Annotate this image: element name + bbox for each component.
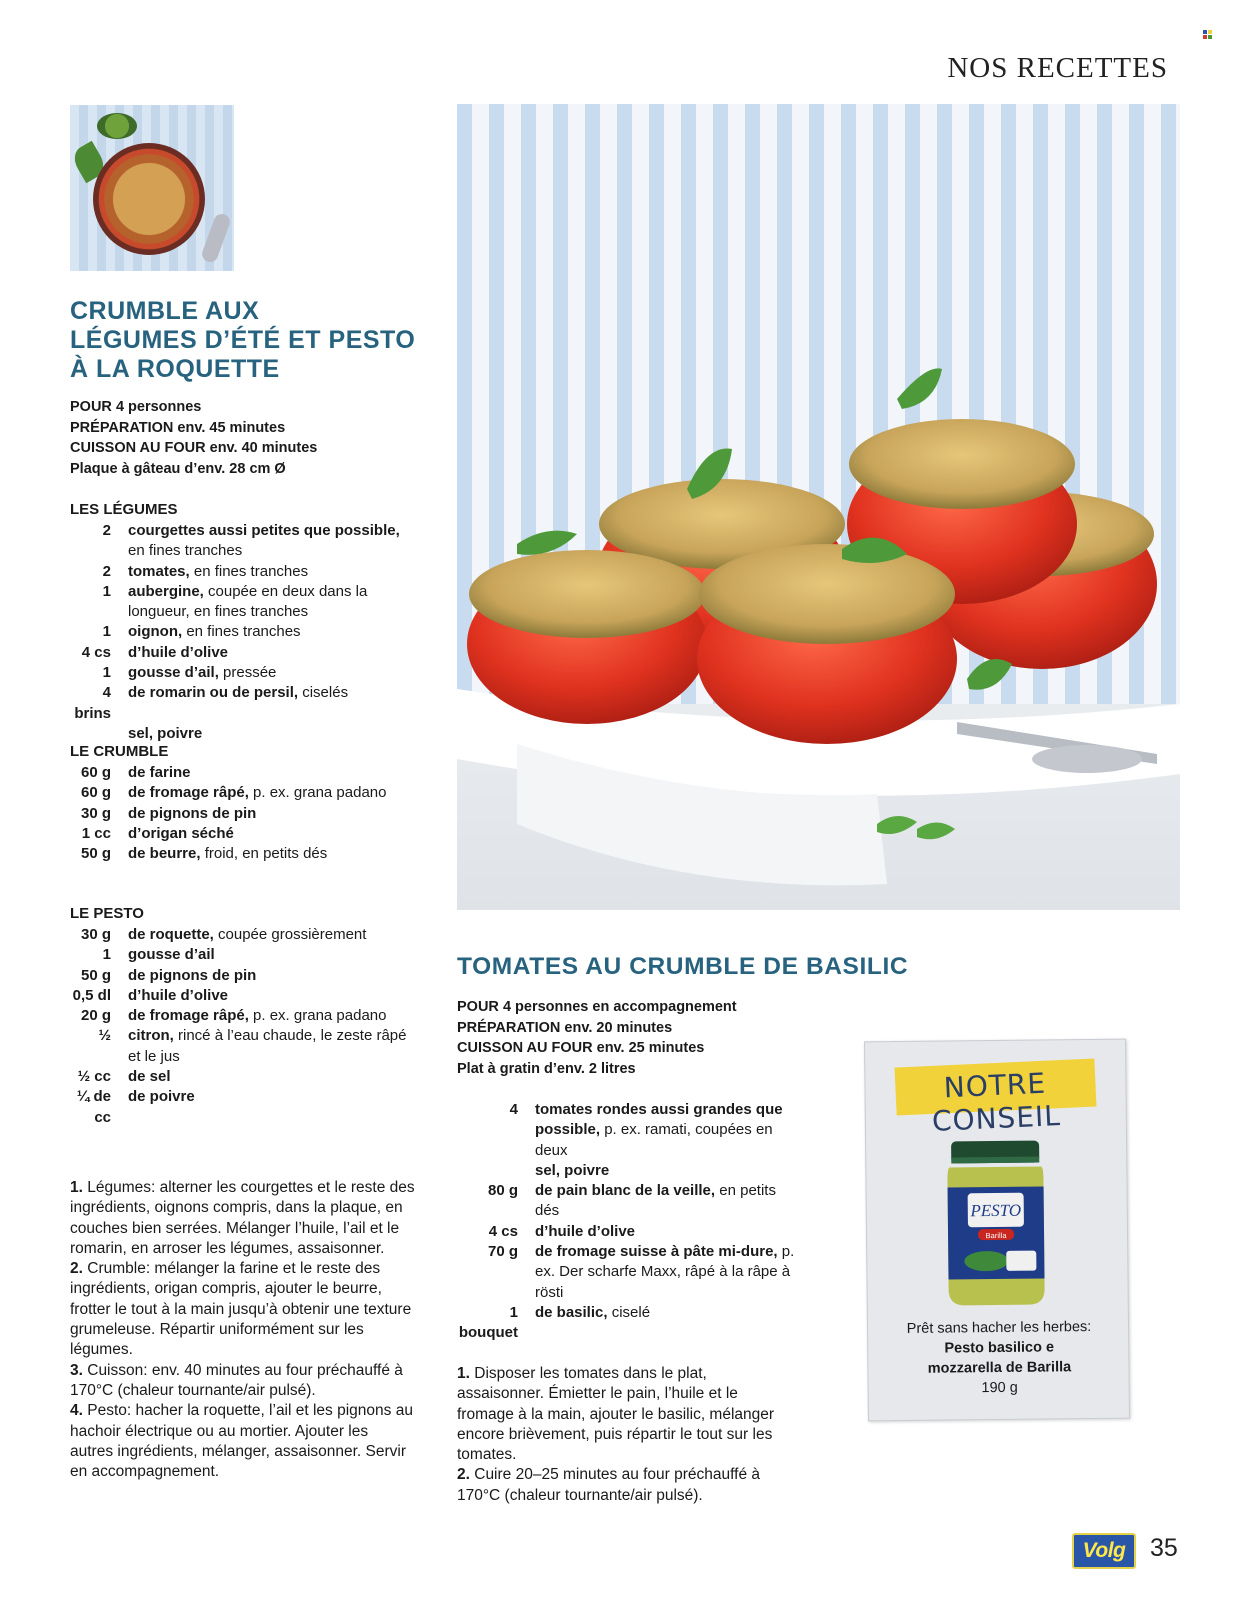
ingredient-item xyxy=(70,683,410,724)
ingredient-name: oignon, xyxy=(128,623,183,641)
recipe-step xyxy=(457,1465,792,1506)
ingredient-name: aubergine, xyxy=(128,582,204,600)
ingredient-name: de sel xyxy=(128,1068,171,1086)
ingredient-quantity: ½ cc xyxy=(77,1068,111,1086)
step-text: Disposer les tomates dans le plat, assaisonner. Émietter le pain, l’huile et le fromage à la main, ajouter le basilic, mélanger encore brièvement, puis répartir le tout sur les tomates. xyxy=(457,1365,775,1464)
ingredient-detail: pressée xyxy=(218,664,277,682)
ingredient-name: de fromage râpé, xyxy=(128,1007,249,1025)
step-text: Pesto: hacher la roquette, l’ail et les pignons au hachoir électrique ou au mortier. Ajouter les autres ingrédients, mélanger, assaisonner. Servir en accompagnement. xyxy=(70,1402,413,1481)
ingredient-text xyxy=(128,966,410,986)
step-number: 1. xyxy=(70,1179,83,1196)
spoon-shape xyxy=(200,212,232,264)
recipe-thumbnail-image xyxy=(70,105,234,271)
ingredient-item xyxy=(457,1303,797,1344)
ingredient-detail: froid, en petits dés xyxy=(200,845,328,863)
ingredient-detail: p. ex. grana padano xyxy=(248,1007,387,1025)
recipe1-title xyxy=(70,297,415,384)
step-text: Cuire 20–25 minutes au four préchauffé à 170°C (chaleur tournante/air pulsé). xyxy=(457,1466,761,1504)
meta-line: PRÉPARATION env. 20 minutes xyxy=(457,1019,673,1036)
recipe-step xyxy=(70,1178,415,1259)
ingredient-name: de basilic, xyxy=(535,1303,608,1321)
ingredient-detail: p. ex. grana padano xyxy=(248,784,387,802)
ingredient-detail: coupée grossièrement xyxy=(213,926,367,943)
ingredient-name: de pignons de pin xyxy=(128,804,257,822)
ingredient-item xyxy=(70,986,410,1006)
meta-line: Plat à gratin d’env. 2 litres xyxy=(457,1060,636,1077)
ingredient-list-legumes xyxy=(70,521,410,744)
ingredient-quantity: 1 bouquet xyxy=(458,1303,518,1342)
ingredient-detail: ciselés xyxy=(298,684,349,702)
ingredient-item xyxy=(70,824,410,844)
ingredient-detail: en fines tranches xyxy=(182,623,301,641)
ingredient-name: courgettes aussi petites que possible, xyxy=(128,522,400,539)
meta-line: CUISSON AU FOUR env. 40 minutes xyxy=(70,440,318,456)
ingredient-text xyxy=(128,1087,410,1128)
ingredient-name: de poivre xyxy=(128,1088,195,1106)
recipe1-title-line: CRUMBLE AUX xyxy=(70,297,260,325)
ingredient-quantity: 4 cs xyxy=(81,643,111,661)
ingredient-name: de fromage râpé, xyxy=(128,784,249,802)
ingredient-text xyxy=(128,925,410,945)
ingredient-text xyxy=(128,1067,410,1087)
step-number: 3. xyxy=(70,1361,83,1379)
ingredient-item xyxy=(457,1161,797,1181)
ingredient-detail: en fines tranches xyxy=(128,542,243,560)
ingredient-item xyxy=(70,844,410,864)
step-number: 2. xyxy=(457,1466,470,1484)
ingredient-quantity: 4 xyxy=(509,1101,518,1118)
ingredient-item xyxy=(70,804,410,824)
recipe1-title-line: À LA ROQUETTE xyxy=(70,355,280,383)
ingredient-text xyxy=(128,804,410,824)
ingredient-name: de farine xyxy=(128,764,191,781)
meta-line: POUR 4 personnes xyxy=(70,399,202,415)
ingredient-quantity: 80 g xyxy=(487,1182,518,1200)
ingredient-item xyxy=(70,1087,410,1128)
ingredient-quantity xyxy=(457,1161,535,1181)
ingredient-text xyxy=(128,783,410,803)
stuffed-tomatoes-illustration xyxy=(457,104,1180,910)
ingredient-name: gousse d’ail, xyxy=(128,664,219,682)
ingredient-text xyxy=(128,663,410,683)
ingredient-item xyxy=(457,1181,797,1222)
ingredient-text xyxy=(535,1161,797,1181)
ingredient-quantity: 2 xyxy=(102,562,111,580)
ingredient-quantity: 60 g xyxy=(80,764,111,781)
ingredient-quantity: 1 xyxy=(102,946,111,964)
ingredient-text xyxy=(535,1242,797,1303)
ingredient-quantity: 30 g xyxy=(80,926,111,943)
ingredient-quantity: 4 brins xyxy=(74,684,111,722)
ingredient-item xyxy=(70,945,410,965)
corner-mark-icon xyxy=(1203,30,1212,39)
ingredient-detail: en petits dés xyxy=(535,1182,776,1220)
ingredient-item xyxy=(70,1006,410,1026)
ingredient-item xyxy=(70,966,410,986)
basil-leaf xyxy=(967,659,1012,690)
ingredient-item xyxy=(457,1242,797,1303)
ingredient-quantity: 4 cs xyxy=(488,1222,518,1240)
ingredient-text xyxy=(128,1026,410,1067)
ingredient-text xyxy=(128,643,410,663)
recipe2-title: TOMATES AU CRUMBLE DE BASILIC xyxy=(457,953,909,980)
ingredient-name: citron, xyxy=(128,1027,174,1045)
ingredient-name: tomates, xyxy=(128,562,190,580)
ingredient-item xyxy=(457,1100,797,1161)
ingredient-text xyxy=(128,724,410,744)
ingredient-detail: p. ex. ramati, coupées en deux xyxy=(535,1121,773,1159)
ingredient-name: d’huile d’olive xyxy=(128,986,229,1004)
meta-line: Plaque à gâteau d’env. 28 cm Ø xyxy=(70,460,286,477)
ingredient-name: tomates rondes aussi grandes que possible, xyxy=(535,1101,783,1139)
ingredient-text xyxy=(535,1303,797,1344)
ingredient-item xyxy=(70,562,410,582)
step-number: 4. xyxy=(70,1402,83,1420)
ingredient-quantity: 0,5 dl xyxy=(72,986,111,1004)
meta-line: CUISSON AU FOUR env. 25 minutes xyxy=(457,1040,705,1056)
ingredient-item xyxy=(70,582,410,623)
ingredient-item xyxy=(70,622,410,642)
ingredient-name: de fromage suisse à pâte mi-dure, xyxy=(535,1243,778,1261)
ingredient-text xyxy=(128,1006,410,1026)
crumble-topping xyxy=(849,419,1075,509)
ingredient-quantity: ½ xyxy=(98,1027,111,1045)
ingredient-detail: en fines tranches xyxy=(189,562,309,580)
recipe1-steps xyxy=(70,1178,415,1482)
recipe2-ingredient-list xyxy=(457,1100,797,1344)
step-text: Cuisson: env. 40 minutes au four préchauffé à 170°C (chaleur tournante/air pulsé). xyxy=(70,1361,403,1399)
recipe1-title-line: LÉGUMES D’ÉTÉ ET PESTO xyxy=(70,326,416,354)
jar-brand: Barilla xyxy=(985,1230,1007,1241)
ingredient-detail: coupée en deux dans la longueur, en fines tranches xyxy=(128,582,368,621)
ingredient-name: sel, poivre xyxy=(535,1161,610,1179)
ingredient-quantity: 30 g xyxy=(80,804,111,822)
crumble-topping xyxy=(469,550,705,638)
pesto-bowl-shape xyxy=(97,113,137,139)
recipe1-meta xyxy=(70,397,317,479)
ingredient-text xyxy=(535,1181,797,1222)
ingredient-text xyxy=(535,1222,797,1242)
recipe2-meta xyxy=(457,997,737,1079)
ingredient-text xyxy=(128,945,410,965)
ingredient-name: d’huile d’olive xyxy=(128,643,229,661)
tip-line: Prêt sans hacher les herbes: xyxy=(906,1319,1092,1337)
tip-product: Pesto basilico e xyxy=(944,1339,1055,1357)
ingredient-quantity: 1 cc xyxy=(81,824,111,842)
ingredient-item xyxy=(70,663,410,683)
recipe-step xyxy=(70,1259,415,1360)
step-number: 1. xyxy=(457,1365,470,1382)
ingredient-text xyxy=(128,521,410,562)
ingredient-name: de romarin ou de persil, xyxy=(128,684,299,702)
ingredient-text xyxy=(128,986,410,1006)
ingredient-item xyxy=(70,783,410,803)
ingredient-group-heading: LE CRUMBLE xyxy=(70,743,169,760)
ingredient-item xyxy=(70,1067,410,1087)
tip-text xyxy=(868,1317,1130,1400)
ingredient-quantity: 60 g xyxy=(80,784,111,802)
ingredient-text xyxy=(128,622,410,642)
crumble-topping xyxy=(699,544,955,644)
ingredient-quantity: 50 g xyxy=(80,966,111,984)
ingredient-name: de beurre, xyxy=(128,845,201,863)
ingredient-text xyxy=(128,763,410,783)
meta-line: PRÉPARATION env. 45 minutes xyxy=(70,419,286,436)
ingredient-quantity: 20 g xyxy=(80,1007,111,1025)
ingredient-quantity: 1 xyxy=(102,664,111,682)
ingredient-list-crumble xyxy=(70,763,410,864)
ingredient-item xyxy=(70,643,410,663)
ingredient-group-heading: LES LÉGUMES xyxy=(70,501,178,518)
ingredient-name: sel, poivre xyxy=(128,724,203,742)
ingredient-item xyxy=(70,763,410,783)
ingredient-text xyxy=(535,1100,797,1161)
tip-product: mozzarella de Barilla xyxy=(927,1359,1072,1377)
ingredient-item xyxy=(70,521,410,562)
ingredient-name: de roquette, xyxy=(128,926,214,943)
step-text: Crumble: mélanger la farine et le reste des ingrédients, origan compris, ajouter le beurre, frotter le tout à la main jusqu’à obtenir une texture grumeleuse. Répartir uniformément sur les légumes. xyxy=(70,1260,412,1359)
ingredient-detail: rincé à l’eau chaude, le zeste râpé et le jus xyxy=(128,1027,407,1065)
step-number: 2. xyxy=(70,1260,83,1278)
ingredient-quantity: 70 g xyxy=(487,1243,518,1261)
recipe-step xyxy=(457,1364,792,1465)
ingredient-item xyxy=(457,1222,797,1242)
spoon xyxy=(1032,745,1142,773)
meta-line: POUR 4 personnes en accompagnement xyxy=(457,999,737,1015)
volg-logo: Volg xyxy=(1072,1533,1136,1569)
basil-leaf xyxy=(897,368,942,409)
ingredient-item xyxy=(70,925,410,945)
ingredient-group-heading: LE PESTO xyxy=(70,905,144,922)
recipe2-steps xyxy=(457,1364,792,1506)
step-text: Légumes: alterner les courgettes et le reste des ingrédients, oignons compris, dans la plaque, en couches bien serrées. Mélanger l’huile, l’ail et le romarin, en arroser les légumes, assaisonner. xyxy=(70,1179,415,1257)
tip-box xyxy=(864,1039,1130,1422)
ingredient-quantity: 1 xyxy=(102,582,111,600)
ingredient-list-pesto xyxy=(70,925,410,1128)
ingredient-name: gousse d’ail xyxy=(128,946,215,964)
ingredient-quantity: ¼ de cc xyxy=(76,1088,111,1126)
page-number: 35 xyxy=(1150,1534,1178,1562)
ingredient-name: de pain blanc de la veille, xyxy=(535,1182,716,1200)
ingredient-text xyxy=(128,582,410,623)
jar-label: PESTO xyxy=(970,1200,1022,1221)
ingredient-quantity: 1 xyxy=(102,623,111,641)
pesto-jar-icon xyxy=(943,1138,1049,1309)
ingredient-text xyxy=(128,824,410,844)
ingredient-detail: ciselé xyxy=(607,1303,651,1321)
ingredient-item xyxy=(70,724,410,744)
ingredient-quantity: 2 xyxy=(102,522,111,539)
ingredient-item xyxy=(70,1026,410,1067)
recipe-step xyxy=(70,1401,415,1482)
ingredient-name: de pignons de pin xyxy=(128,966,257,984)
ingredient-text xyxy=(128,683,410,724)
ingredient-text xyxy=(128,562,410,582)
tip-title: NOTRE CONSEIL xyxy=(931,1066,1062,1138)
ingredient-name: d’origan séché xyxy=(128,824,234,842)
crumble-dish-shape xyxy=(93,143,205,255)
ingredient-quantity xyxy=(70,724,128,744)
tip-weight: 190 g xyxy=(981,1379,1018,1397)
ingredient-quantity: 50 g xyxy=(80,845,111,863)
recipe-step xyxy=(70,1361,415,1402)
ingredient-name: d’huile d’olive xyxy=(535,1222,636,1240)
ingredient-text xyxy=(128,844,410,864)
ingredient-detail: p. ex. Der scharfe Maxx, râpé à la râpe à rösti xyxy=(535,1243,795,1301)
section-title: NOS RECETTES xyxy=(947,52,1168,84)
stuffed-tomatoes-photo xyxy=(457,104,1180,910)
